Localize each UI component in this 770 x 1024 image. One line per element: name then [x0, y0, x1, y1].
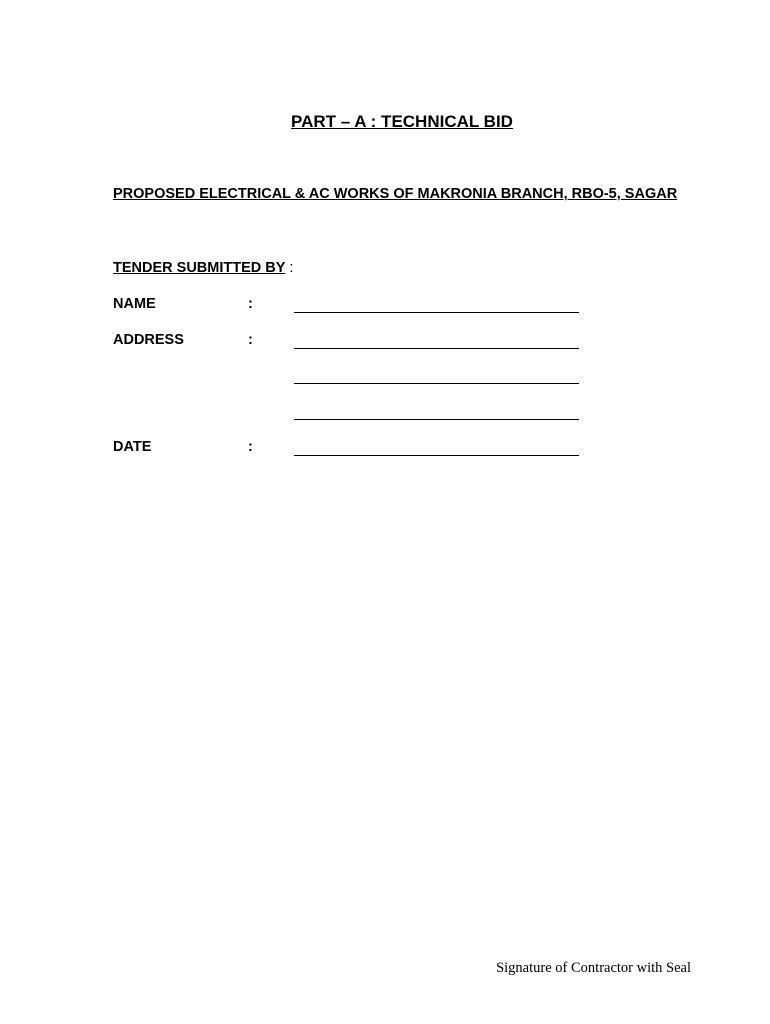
- name-blank-line[interactable]: [294, 312, 579, 313]
- name-label: NAME: [113, 296, 156, 312]
- signature-caption: Signature of Contractor with Seal: [496, 960, 691, 976]
- tender-submitted-by-label: TENDER SUBMITTED BY: [113, 260, 286, 276]
- project-description: PROPOSED ELECTRICAL & AC WORKS OF MAKRONIA BRANCH, RBO-5, SAGAR: [113, 186, 678, 202]
- date-blank-line[interactable]: [294, 455, 579, 456]
- tender-submitted-by-colon: :: [285, 260, 294, 276]
- date-label: DATE: [113, 439, 152, 455]
- tender-submitted-by-heading: [113, 260, 293, 276]
- address-blank-line-1[interactable]: [294, 348, 579, 349]
- address-colon: :: [248, 332, 253, 348]
- address-blank-line-3[interactable]: [294, 419, 579, 420]
- document-title: PART – A : TECHNICAL BID: [291, 112, 513, 131]
- address-blank-line-2[interactable]: [294, 383, 579, 384]
- address-label: ADDRESS: [113, 332, 184, 348]
- name-colon: :: [248, 296, 253, 312]
- date-colon: :: [248, 439, 253, 455]
